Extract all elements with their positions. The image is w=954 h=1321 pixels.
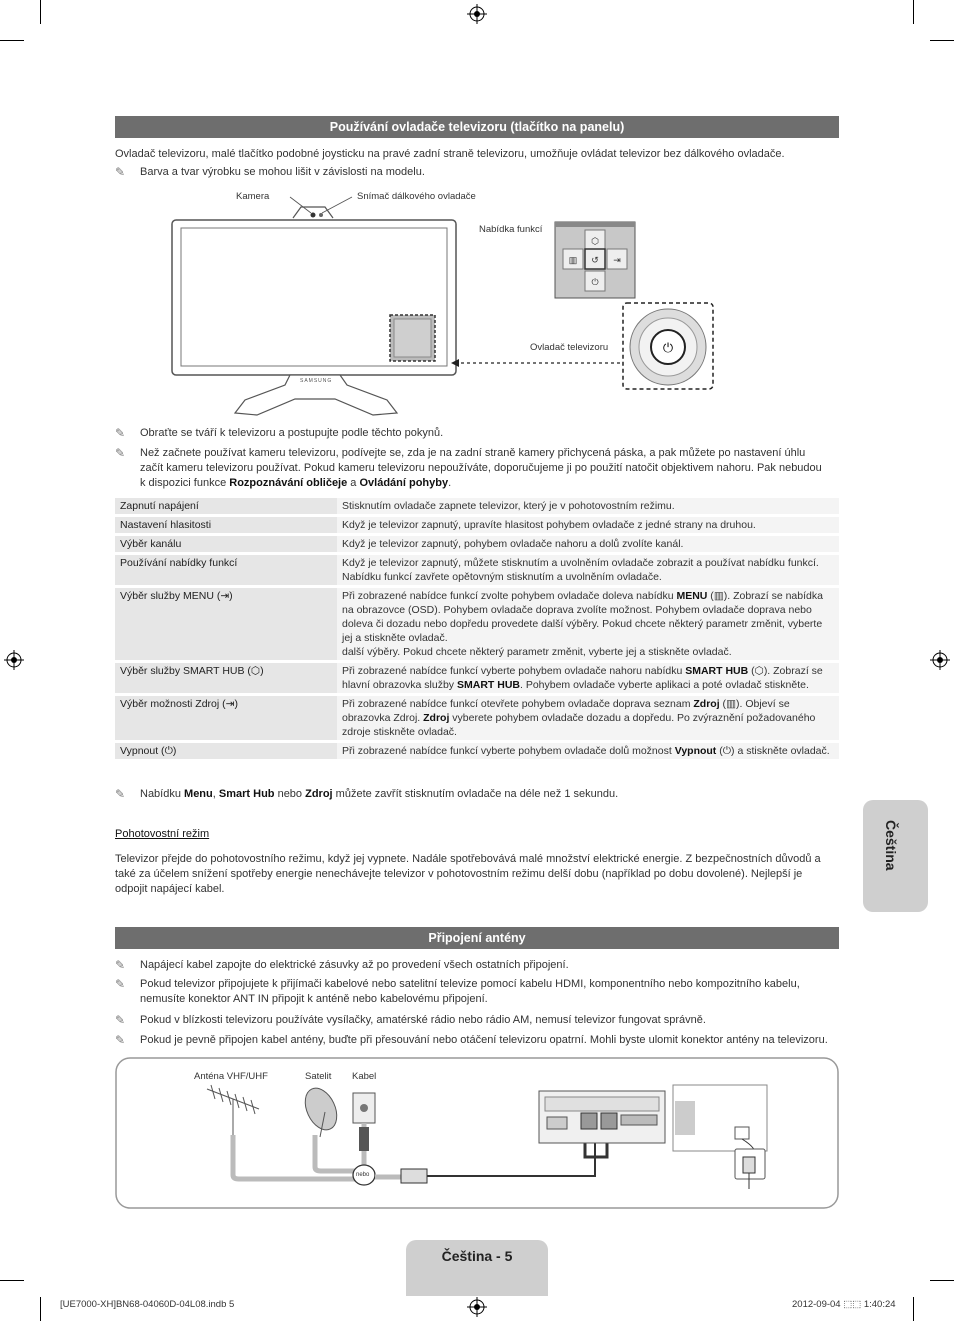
note-face (115, 426, 839, 441)
note-pencil-icon: ✎ (115, 1013, 126, 1027)
svg-text:↺: ↺ (591, 255, 599, 265)
table-key: Výběr služby SMART HUB (⬡) (115, 663, 337, 693)
tv-controller-diagram (115, 185, 839, 425)
table-value: Při zobrazené nabídce funkcí zvolte pohybem ovladače doleva nabídku MENU (▥). Zobrazí se nabídka na obrazovce (OSD). Pohybem ovladače doprava zvolíte možnost. Pohybem ovladače doprava nebo doleva či dozadu nebo dopředu provedete další výběry. Pokud chcete některý parametr změnit, vyberte jej a stiskněte ovladač. další výběry. Pokud chcete některý parametr změnit, vyberte jej a stiskněte ovladač. (337, 588, 839, 660)
note-pencil-icon: ✎ (115, 787, 126, 801)
table-value: Při zobrazené nabídce funkcí vyberte pohybem ovladače dolů možnost Vypnout (⏻) a stiskněte ovladač. (337, 743, 839, 759)
table-row (115, 743, 839, 759)
note-text: Barva a tvar výrobku se mohou lišit v závislosti na modelu. (140, 166, 425, 178)
note-hdmi (115, 977, 839, 1007)
note-pencil-icon: ✎ (115, 1033, 126, 1047)
table-value: Při zobrazené nabídce funkcí otevřete pohybem ovladače doprava seznam Zdroj (▥). Objeví se obrazovka Zdroj. Zdroj vyberete pohybem ovladače dozadu a dopředu. Po zvýraznění požadovaného zdroje stiskněte ovladač. (337, 696, 839, 740)
crop-mark (0, 1280, 24, 1281)
menu-icon: ▥ (713, 590, 724, 602)
note-text: Obraťte se tváří k televizoru a postupujte podle těchto pokynů. (140, 427, 444, 439)
label-tv-controller: Ovladač televizoru (530, 342, 609, 353)
note-pencil-icon: ✎ (115, 977, 126, 991)
note-antenna-cable (115, 1033, 839, 1048)
registration-mark-icon (4, 650, 24, 670)
note-text: Pokud v blízkosti televizoru používáte vysílačky, amatérské rádio nebo rádio AM, nemusí televizor fungovat správně. (140, 1014, 706, 1026)
camera-icon (311, 213, 316, 218)
svg-text:⬡: ⬡ (591, 236, 599, 246)
table-row (115, 663, 839, 693)
label-satellite: Satelit (305, 1071, 332, 1082)
table-row (115, 536, 839, 552)
note-text: Pokud je pevně připojen kabel antény, buďte při přesouvání nebo otáčení televizoru opatrní. Mohli byste ulomit konektor antény na televizoru. (140, 1034, 828, 1046)
crop-mark (913, 1297, 914, 1321)
standby-text: Televizor přejde do pohotovostního režimu, když jej vypnete. Nadále spotřebovává malé množství elektrické energie. Z bezpečnostních důvodů a také za účelem snížení spotřeby energie nenechávejte televizor v pohotovostním režimu delší dobu (například po dobu dovolené). Nejlepší je odpojit napájecí kabel. (115, 853, 821, 895)
smart-hub-icon: ⬡ (250, 665, 261, 677)
table-row (115, 517, 839, 533)
label-or: nebo (356, 1172, 370, 1178)
table-key: Nastavení hlasitosti (115, 517, 337, 533)
smart-hub-icon: ⬡ (754, 665, 764, 677)
section-title-antenna: Připojení antény (115, 927, 839, 949)
crop-mark (913, 0, 914, 24)
table-value: Stisknutím ovladače zapnete televizor, který je v pohotovostním režimu. (337, 498, 839, 514)
registration-mark-icon (467, 1297, 487, 1317)
crop-mark (930, 1280, 954, 1281)
menu-icon: ▥ (726, 698, 736, 710)
power-icon: ⏻ (164, 745, 173, 757)
table-key: Výběr kanálu (115, 536, 337, 552)
label-function-menu: Nabídka funkcí (479, 224, 543, 235)
svg-text:⏻: ⏻ (591, 277, 599, 287)
note-camera (115, 446, 839, 492)
table-row (115, 696, 839, 740)
table-value: Když je televizor zapnutý, můžete stisknutím a uvolněním ovladače zobrazit a používat nabídku funkcí. Nabídku funkcí zavřete opětovným stisknutím a uvolněním ovladače. (337, 555, 839, 585)
label-remote-sensor: Snímač dálkového ovladače (357, 191, 476, 202)
cable-socket-icon (353, 1093, 375, 1123)
crop-mark (40, 0, 41, 24)
svg-text:▥: ▥ (568, 255, 578, 265)
label-camera: Kamera (236, 191, 270, 202)
note-power-cable (115, 958, 839, 973)
label-antenna: Anténa VHF/UHF (194, 1071, 268, 1082)
page-number-tab (406, 1240, 548, 1296)
footer-file: [UE7000-XH]BN68-04060D-04L08.indb 5 (60, 1299, 235, 1310)
table-key: Výběr služby MENU (⇥) (115, 588, 337, 660)
table-value: Při zobrazené nabídce funkcí vyberte pohybem ovladače nahoru nabídku SMART HUB (⬡). Zobrazí se hlavní obrazovka služby SMART HUB. Pohybem ovladače vyberte aplikaci a poté ovladač stiskněte. (337, 663, 839, 693)
note-text: Pokud televizor připojujete k přijímači kabelové nebo satelitní televize pomocí kabelu HDMI, komponentního nebo kompozitního kabelu, nemusíte konektor ANT IN připojit k anténě nebo kabelovému připojení. (140, 978, 800, 1005)
power-icon: ⏻ (722, 745, 732, 757)
table-value: Když je televizor zapnutý, pohybem ovladače nahoru a dolů zvolíte kanál. (337, 536, 839, 552)
note-close-menu (115, 787, 839, 802)
label-cable: Kabel (352, 1071, 377, 1082)
section-title-controller: Používání ovladače televizoru (tlačítko na panelu) (115, 116, 839, 138)
note-pencil-icon: ✎ (115, 165, 126, 179)
note-color (115, 165, 839, 180)
source-icon: ⇥ (225, 698, 235, 710)
intro-text: Ovladač televizoru, malé tlačítko podobné joysticku na pravé zadní straně televizoru, umožňuje ovládat televizor bez dálkového ovladače. (115, 148, 785, 160)
source-icon: ⇥ (220, 590, 230, 602)
note-pencil-icon: ✎ (115, 426, 126, 440)
language-side-tab (863, 800, 928, 912)
note-text: Nabídku Menu, Smart Hub nebo Zdroj můžete zavřít stisknutím ovladače na déle než 1 sekundu. (140, 788, 619, 800)
crop-mark (930, 40, 954, 41)
crop-mark (40, 1297, 41, 1321)
table-key: Výběr možnosti Zdroj (⇥) (115, 696, 337, 740)
svg-text:⇥: ⇥ (613, 255, 621, 265)
note-pencil-icon: ✎ (115, 958, 126, 972)
table-key: Vypnout (⏻) (115, 743, 337, 759)
tv-brand-logo: SAMSUNG (300, 378, 333, 384)
page-number: Čeština - 5 (441, 1248, 513, 1264)
footer-date: 2012-09-04 ⬚⬚ 1:40:24 (792, 1299, 896, 1310)
note-pencil-icon: ✎ (115, 446, 126, 460)
svg-text:⏻: ⏻ (662, 340, 674, 355)
note-text: Napájecí kabel zapojte do elektrické zásuvky až po provedení všech ostatních připojení. (140, 959, 569, 971)
crop-mark (0, 40, 24, 41)
registration-mark-icon (467, 4, 487, 24)
standby-heading: Pohotovostní režim (115, 828, 210, 840)
table-key: Zapnutí napájení (115, 498, 337, 514)
table-row (115, 588, 839, 660)
registration-mark-icon (930, 650, 950, 670)
note-text: Než začnete používat kameru televizoru, podívejte se, zda je na zadní straně kamery přichycená páska, a pak můžete po nastavení úhlu začít kameru televizoru používat. Pokud kameru televizoru nepoužíváte, doporučujeme ji po použití natočit objektivem nahoru. Pak nebudou k dispozici funkce Rozpoznávání obličeje a Ovládání pohyby. (140, 447, 822, 489)
table-value: Když je televizor zapnutý, upravíte hlasitost pohybem ovladače z jedné strany na druhou. (337, 517, 839, 533)
table-key: Používání nabídky funkcí (115, 555, 337, 585)
table-row (115, 555, 839, 585)
table-row (115, 498, 839, 514)
controller-functions-table (115, 495, 839, 762)
language-tab-label: Čeština (883, 820, 899, 871)
note-radio (115, 1013, 839, 1028)
